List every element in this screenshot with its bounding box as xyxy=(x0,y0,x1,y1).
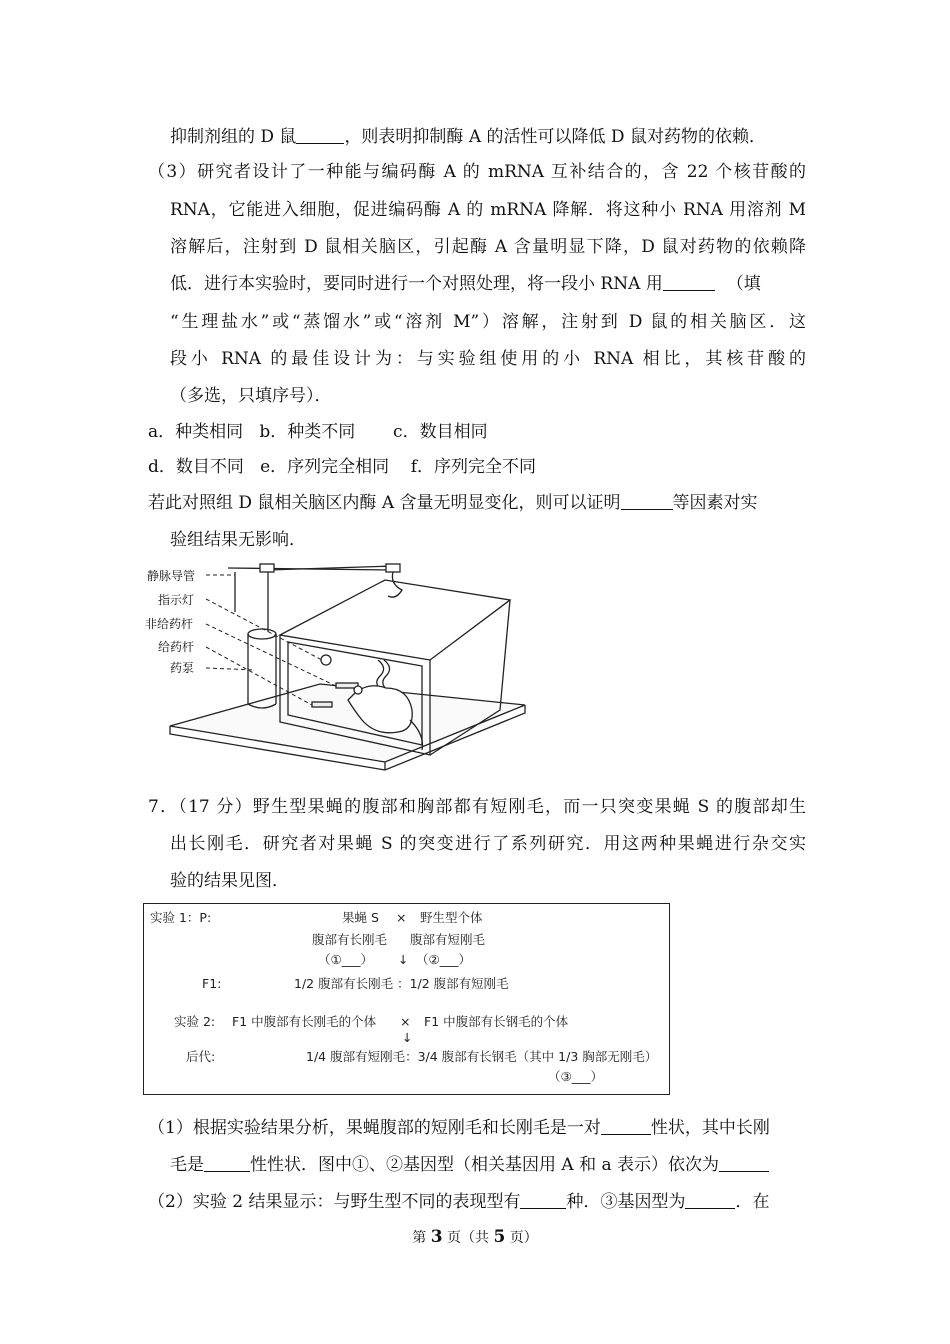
answer-blank xyxy=(601,1116,651,1135)
q3-line-2: RNA，它能进入细胞，促进编码酶 A 的 mRNA 降解．将这种小 RNA 用溶剂 M xyxy=(170,200,806,220)
q7-line-1: 7．（17 分）野生型果蝇的腹部和胸部都有短刚毛，而一只突变果蝇 S 的腹部却生 xyxy=(148,797,806,817)
q3-line-7: （多选，只填序号）． xyxy=(170,386,332,406)
cross-diagram xyxy=(143,903,670,1095)
fig-label-indicator-light: 指示灯 xyxy=(158,593,195,607)
answer-blank xyxy=(296,125,344,144)
exp2-parent-1: F1 中腹部有长刚毛的个体 xyxy=(232,1014,377,1029)
parent-wild: 野生型个体 xyxy=(420,910,483,925)
q3-line-9: 验组结果无影响． xyxy=(170,530,306,550)
q3-line-5: “生理盐水”或“蒸馏水”或“溶剂 M”）溶解，注射到 D 鼠的相关脑区．这 xyxy=(170,312,806,332)
fig-label-vein-catheter: 静脉导管 xyxy=(147,569,196,583)
page-footer: 第 3 页（共 5 页） xyxy=(412,1227,538,1247)
q3-line-8: 若此对照组 D 鼠相关脑区内酶 A 含量无明显变化，则可以证明 等因素对实 xyxy=(148,493,758,513)
page-number: 3 xyxy=(430,1227,443,1247)
sub-line-1: （1）根据实验结果分析，果蝇腹部的短刚毛和长刚毛是一对 性状，其中长刚 xyxy=(148,1118,770,1138)
answer-blank xyxy=(685,1190,735,1209)
exp1-label: 实验 1：P: xyxy=(150,910,212,925)
fig-label-non-drug-lever: 非给药杆 xyxy=(145,617,194,631)
offspring-label: 后代: xyxy=(186,1049,216,1064)
cross-sign: × xyxy=(396,910,407,925)
box-top xyxy=(280,580,510,660)
exp2-label: 实验 2: xyxy=(174,1014,216,1029)
q3-line-4: 低．进行本实验时，要同时进行一个对照处理，将一段小 RNA 用 （填 xyxy=(170,274,761,294)
exp2-parent-2: F1 中腹部有长钢毛的个体 xyxy=(424,1014,569,1029)
q3-line-6: 段小 RNA 的最佳设计为：与实验组使用的小 RNA 相比，其核苷酸的 xyxy=(170,349,806,369)
blank-3: （③___） xyxy=(548,1069,603,1084)
f1-result: 1/2 腹部有长刚毛 ：1/2 腹部有短刚毛 xyxy=(294,976,509,991)
answer-blank xyxy=(520,1190,566,1209)
options-row-1: a．种类相同 b．种类不同 c．数目相同 xyxy=(148,422,488,442)
q7-line-3: 验的结果见图． xyxy=(170,871,289,891)
answer-blank xyxy=(621,491,673,510)
answer-blank xyxy=(204,1153,250,1172)
q3-line-1: （3）研究者设计了一种能与编码酶 A 的 mRNA 互补结合的，含 22 个核苷酸的 xyxy=(148,162,806,182)
sub-line-2: 毛是 性性状．图中①、②基因型（相关基因用 A 和 a 表示）依次为 xyxy=(170,1153,769,1177)
q3-line-3: 溶解后，注射到 D 鼠相关脑区，引起酶 A 含量明显下降，D 鼠对药物的依赖降 xyxy=(170,237,806,257)
offspring-result: 1/4 腹部有短刚毛：3/4 腹部有长钢毛（其中 1/3 胸部无刚毛） xyxy=(306,1049,658,1064)
apparatus-figure xyxy=(140,560,540,780)
text-line: 抑制剂组的 D 鼠 ，则表明抑制酶 A 的活性可以降低 D 鼠对药物的依赖． xyxy=(170,127,766,147)
sub-line-3: （2）实验 2 结果显示：与野生型不同的表现型有 种．③基因型为 ．在 xyxy=(148,1192,770,1212)
answer-blank xyxy=(663,272,715,291)
page-total: 5 xyxy=(493,1227,506,1247)
q7-line-2: 出长刚毛．研究者对果蝇 S 的突变进行了系列研究．用这两种果蝇进行杂交实 xyxy=(170,834,806,854)
cross-sign-2: × xyxy=(400,1014,411,1029)
f1-label: F1: xyxy=(202,976,222,991)
parent-wild-trait: 腹部有短刚毛 xyxy=(410,932,486,947)
base-platform xyxy=(170,684,525,762)
parent-s: 果蝇 S xyxy=(342,910,379,925)
cross-arrow: ↓ xyxy=(398,952,409,967)
fig-label-drug-pump: 药泵 xyxy=(170,661,195,675)
fig-label-drug-lever: 给药杆 xyxy=(158,640,195,654)
blank-2: （②___） xyxy=(416,952,471,967)
blank-1: （①___） xyxy=(318,952,373,967)
cross-arrow-2: ↓ xyxy=(402,1030,413,1045)
options-row-2: d．数目不同 e．序列完全相同 f．序列完全不同 xyxy=(148,457,537,477)
answer-blank xyxy=(719,1153,769,1172)
parent-s-trait: 腹部有长刚毛 xyxy=(312,932,388,947)
